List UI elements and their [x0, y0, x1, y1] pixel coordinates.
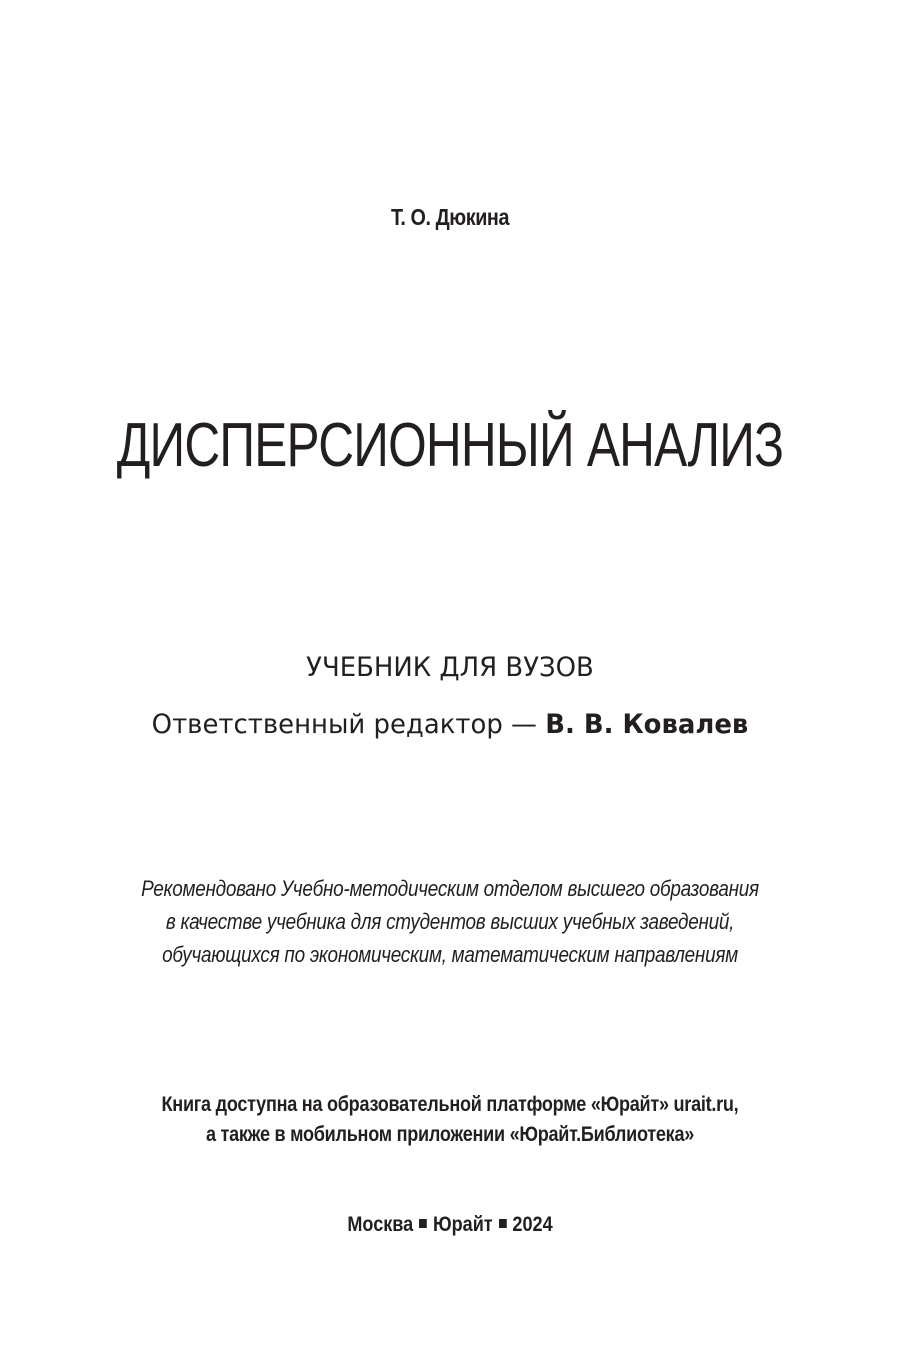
editor-prefix: Ответственный редактор — — [151, 709, 546, 740]
responsible-editor — [18, 709, 882, 740]
availability-line-1: Книга доступна на образовательной платформе «Юрайт» urait.ru, — [161, 1093, 739, 1116]
imprint-city: Москва — [347, 1213, 414, 1236]
book-title: ДИСПЕРСИОННЫЙ АНАЛИЗ — [116, 411, 784, 480]
recommendation-line-3: обучающихся по экономическим, математическим направлениям — [162, 942, 738, 967]
imprint — [63, 1213, 837, 1237]
author-name: Т. О. Дюкина — [390, 204, 510, 230]
separator-square-icon — [419, 1219, 427, 1228]
imprint-publisher: Юрайт — [433, 1213, 493, 1236]
imprint-year: 2024 — [512, 1213, 553, 1236]
recommendation-line-1: Рекомендовано Учебно-методическим отделом высшего образования — [141, 876, 759, 901]
availability-line-2: а также в мобильном приложении «Юрайт.Библиотека» — [205, 1123, 695, 1146]
separator-square-icon — [499, 1219, 507, 1228]
book-subtitle: УЧЕБНИК ДЛЯ ВУЗОВ — [306, 652, 594, 683]
editor-name: В. В. Ковалев — [545, 709, 749, 740]
recommendation-line-2: в качестве учебника для студентов высших учебных заведений, — [165, 909, 735, 934]
